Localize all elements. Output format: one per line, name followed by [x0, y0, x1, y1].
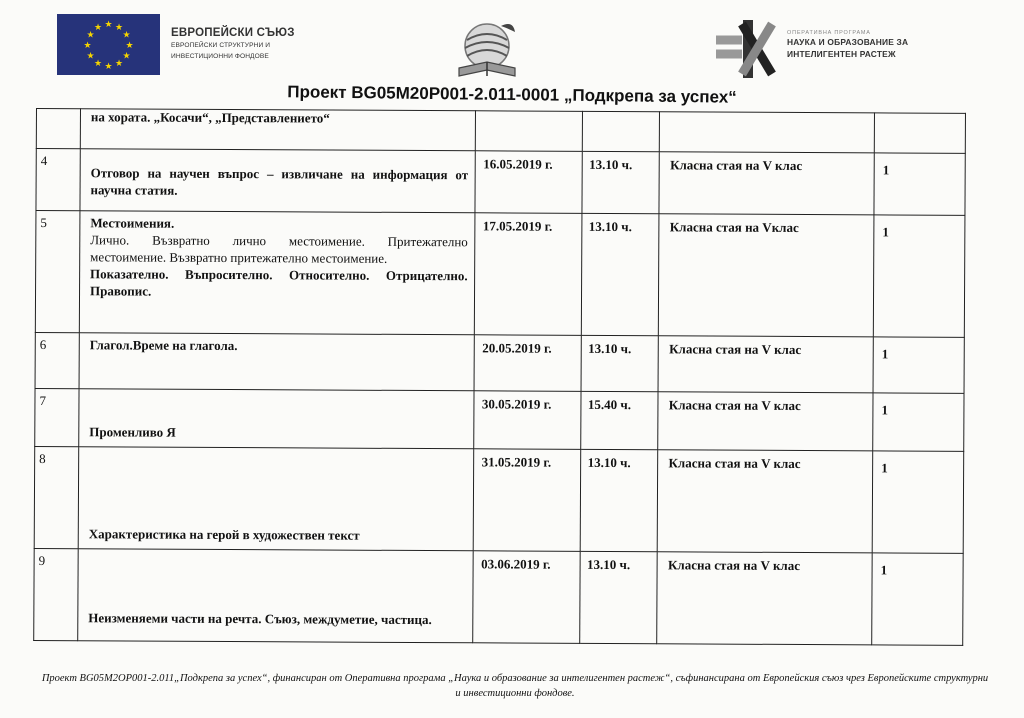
topic-cell — [80, 109, 475, 151]
eu-text-block — [171, 27, 295, 61]
table-row — [36, 149, 965, 216]
count-cell: 1 — [872, 451, 963, 553]
date-cell: 30.05.2019 г. — [473, 391, 581, 450]
place-cell: Класна стая на Vклас — [659, 214, 874, 337]
time-cell — [583, 111, 660, 151]
svg-text:★: ★ — [86, 51, 95, 62]
eu-subtitle-2: ИНВЕСТИЦИОННИ ФОНДОВЕ — [171, 53, 269, 60]
svg-text:★: ★ — [83, 41, 92, 51]
svg-text:★: ★ — [93, 59, 103, 69]
svg-text:★: ★ — [86, 30, 95, 41]
time-cell: 13.10 ч. — [582, 151, 659, 213]
topic-body-text-2: Показателно. Въпросително. Относително. Отрицателно. Правопис. — [89, 266, 468, 299]
place-cell: Класна стая на V клас — [658, 336, 873, 393]
schedule-table — [33, 108, 966, 646]
time-cell: 15.40 ч. — [581, 391, 658, 449]
op-program-label: ОПЕРАТИВНА ПРОГРАМА — [787, 30, 871, 36]
date-cell: 03.06.2019 г. — [472, 551, 580, 644]
topic-text: Отговор на научен въпрос – извличане на информация от научна статия. — [90, 165, 469, 198]
place-cell: Класна стая на V клас — [658, 450, 873, 553]
time-cell: 13.10 ч. — [581, 449, 658, 551]
op-text-block — [787, 30, 908, 60]
row-number: 6 — [35, 332, 79, 388]
date-cell — [475, 111, 583, 152]
topic-heading: Местоимения. — [90, 215, 175, 231]
eu-stars-icon — [57, 14, 160, 75]
svg-text:★: ★ — [114, 59, 124, 69]
svg-text:★: ★ — [114, 23, 124, 33]
date-cell: 31.05.2019 г. — [473, 449, 581, 552]
place-cell: Класна стая на V клас — [659, 152, 874, 215]
count-cell: 1 — [873, 215, 965, 337]
topic-cell — [79, 211, 474, 335]
page-title: Проект BG05M20P001-2.011-0001 „Подкрепа за успех“ — [287, 82, 737, 107]
op-name-line1: НАУКА И ОБРАЗОВАНИЕ ЗА — [787, 37, 909, 47]
count-cell — [874, 113, 965, 153]
footer-note: Проект BG05M2OP001-2.011„Подкрепа за успех“, финансиран от Оперативна програма „Наука и образование за интелигентен растеж“, съфинансирана от Европейския съюз чрез Европейските структурни и инвестиционни фондове. — [41, 673, 989, 699]
svg-text:★: ★ — [122, 30, 131, 41]
topic-cell — [79, 389, 474, 449]
eu-title: ЕВРОПЕЙСКИ СЪЮЗ — [171, 27, 295, 39]
header — [0, 0, 1024, 86]
row-number: 9 — [34, 548, 78, 640]
school-book-logo — [451, 18, 523, 84]
topic-cell — [79, 333, 474, 391]
topic-text: Характеристика на герой в художествен текст — [88, 526, 360, 543]
eu-subtitle-1: ЕВРОПЕЙСКИ СТРУКТУРНИ И — [171, 42, 271, 49]
date-cell: 20.05.2019 г. — [474, 335, 582, 392]
row-number: 7 — [35, 388, 79, 446]
time-cell: 13.10 ч. — [582, 213, 660, 335]
date-cell: 16.05.2019 г. — [474, 151, 582, 214]
time-cell: 13.10 ч. — [580, 551, 657, 643]
svg-text:★: ★ — [125, 41, 134, 51]
table-row — [35, 332, 964, 393]
row-number: 4 — [36, 149, 80, 211]
op-name-line2: ИНТЕЛИГЕНТЕН РАСТЕЖ — [787, 49, 896, 59]
row-number — [36, 109, 80, 149]
topic-cell — [78, 549, 473, 643]
topic-cell — [80, 149, 475, 213]
svg-text:★: ★ — [104, 20, 113, 30]
topic-text: Неизменяеми части на речта. Съюз, междуметие, частица. — [88, 610, 432, 628]
op-science-education-logo — [712, 18, 778, 80]
row-number: 5 — [35, 211, 80, 333]
date-cell: 17.05.2019 г. — [474, 213, 583, 336]
place-cell: Класна стая на V клас — [657, 552, 872, 645]
time-cell: 13.10 ч. — [581, 335, 658, 391]
table-row — [34, 446, 964, 553]
topic-text: Променливо Я — [89, 424, 176, 440]
table-row — [35, 388, 964, 451]
topic-text: Глагол.Време на глагола. — [89, 337, 238, 354]
place-cell: Класна стая на V клас — [658, 392, 873, 451]
count-cell: 1 — [873, 337, 964, 393]
eu-flag-logo — [57, 14, 160, 75]
svg-text:★: ★ — [93, 23, 103, 33]
row-number: 8 — [34, 446, 78, 548]
table-row — [35, 211, 965, 338]
count-cell: 1 — [874, 153, 965, 215]
svg-text:★: ★ — [104, 62, 113, 72]
count-cell: 1 — [872, 553, 963, 645]
topic-body-text: Лично. Възвратно лично местоимение. Притежателно местоимение. Възвратно притежателно местоимение. — [90, 232, 468, 266]
topic-cell — [78, 447, 473, 551]
table-row — [34, 548, 963, 645]
table-row — [36, 109, 965, 154]
topic-text: на хората. „Косачи“, „Представлението“ — [90, 109, 330, 126]
place-cell — [660, 112, 875, 153]
svg-text:★: ★ — [122, 51, 131, 62]
count-cell: 1 — [873, 393, 964, 451]
